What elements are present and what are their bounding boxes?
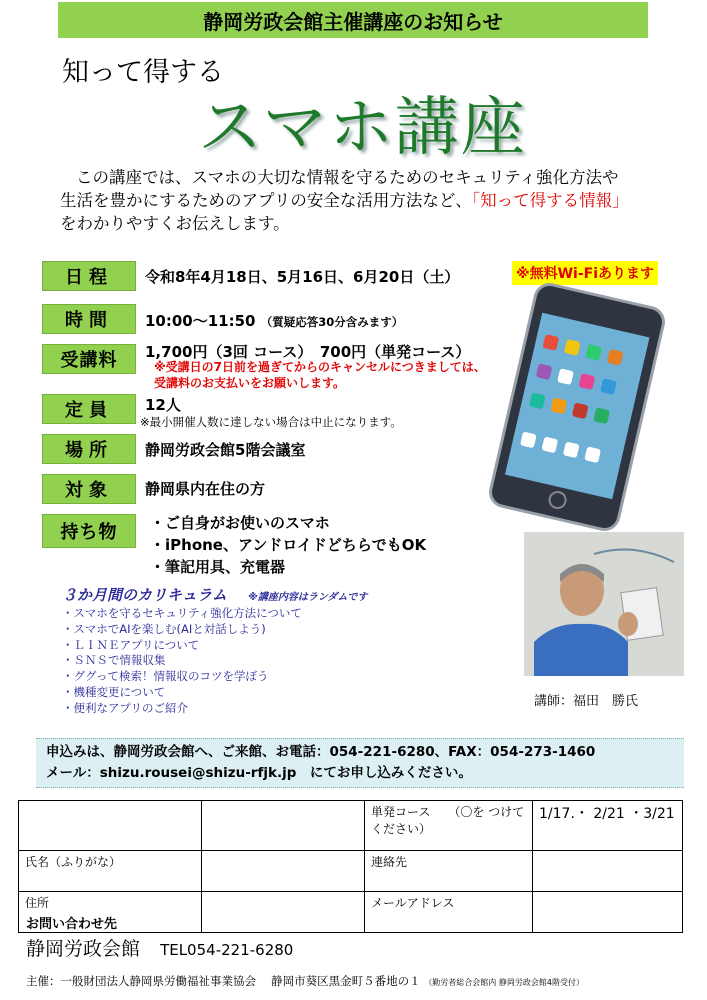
single-course-label: 単発コース （〇を つけてください） <box>365 801 533 851</box>
name-field[interactable] <box>202 851 365 892</box>
app-icon <box>542 334 559 351</box>
fee-value: 1,700円（3回 コース） 700円（単発コース） <box>145 343 471 361</box>
curriculum-item: ・スマホでAIを楽しむ(AIと対話しよう) <box>62 621 266 636</box>
place-value: 静岡労政会館5階会議室 <box>145 441 306 459</box>
intro-line-2: 生活を豊かにするためのアプリの安全な活用方法など、 <box>60 191 472 210</box>
app-icon <box>564 339 581 356</box>
instructor-figure <box>524 532 684 676</box>
apply-line-1: 申込みは、静岡労政会館へ、ご来館、お電話：054-221-6280、FAX：054-273-1460 <box>46 744 596 760</box>
contact-label: 連絡先 <box>365 851 533 892</box>
app-icon <box>600 378 617 395</box>
footer <box>26 973 584 989</box>
contact-heading: お問い合わせ先 <box>26 917 118 932</box>
target-value: 静岡県内在住の方 <box>145 480 266 498</box>
footer-small: （勤労者総合会館内 静岡労政会館4階受付） <box>424 978 584 987</box>
items-list <box>150 512 426 578</box>
fee-label: 受講料 <box>42 344 136 374</box>
app-icon <box>585 344 602 361</box>
header-banner <box>58 2 648 38</box>
intro-line-1: この講座では、スマホの大切な情報を守るためのセキュリティ強化方法や <box>76 168 619 187</box>
curriculum-note: ※講座内容はランダムです <box>248 592 368 603</box>
items-item: ・iPhone、アンドロイドどちらでもOK <box>150 536 427 554</box>
curriculum-item: ・ＳＮＳで情報収集 <box>62 653 166 668</box>
app-icon <box>607 349 624 366</box>
curriculum-title <box>62 584 367 605</box>
contact-name: 静岡労政会館 <box>26 938 141 960</box>
contact-tel: TEL054-221-6280 <box>160 941 294 959</box>
form-blank-cell[interactable] <box>19 801 202 851</box>
app-icon <box>563 441 580 458</box>
curriculum-item: ・ＬＩＮＥアプリについて <box>62 637 200 652</box>
items-item: ・ご自身がお使いのスマホ <box>150 514 330 532</box>
intro-text <box>60 166 680 235</box>
place-label: 場所 <box>42 434 136 464</box>
fee-note-2: 受講料のお支払いをお願いします。 <box>154 376 346 390</box>
schedule-label: 日程 <box>42 261 136 291</box>
app-icon <box>579 373 596 390</box>
hero-title: スマホ講座 <box>198 91 527 165</box>
phone-screen <box>505 313 650 499</box>
form-blank-cell[interactable] <box>202 801 365 851</box>
address-label: 住所 <box>19 892 202 933</box>
app-icon <box>572 402 589 419</box>
contact-field[interactable] <box>533 851 683 892</box>
phone-home-button <box>547 489 569 511</box>
time-value: 10:00〜11:50 <box>145 312 256 330</box>
fee-note <box>154 359 486 391</box>
email-field[interactable] <box>533 892 683 933</box>
time-row <box>145 310 403 331</box>
app-icon <box>520 432 537 449</box>
email-label: メールアドレス <box>365 892 533 933</box>
intro-highlight: 「知って得する情報」 <box>471 191 629 210</box>
application-form <box>18 800 683 933</box>
course-dates[interactable]: 1/17.・ 2/21 ・3/21 <box>533 801 683 851</box>
apply-line-2: メール：shizu.rousei@shizu-rfjk.jp にてお申し込みください。 <box>46 765 472 781</box>
instructor-photo <box>524 532 684 676</box>
capacity-note: ※最小開催人数に達しない場合は中止になります。 <box>140 415 402 429</box>
app-icon <box>529 393 546 410</box>
curriculum-list <box>62 606 302 717</box>
app-icon <box>557 368 574 385</box>
items-label: 持ち物 <box>42 514 136 548</box>
app-icon <box>550 397 567 414</box>
items-item: ・筆記用具、充電器 <box>150 558 286 576</box>
time-note: （質疑応答30分含みます） <box>260 315 404 329</box>
fee-note-1: ※受講日の7日前を過ぎてからのキャンセルにつきましては、 <box>154 360 486 374</box>
address-field[interactable] <box>202 892 365 933</box>
time-label: 時間 <box>42 304 136 334</box>
schedule-value: 令和8年4月18日、5月16日、6月20日（土） <box>145 268 460 286</box>
capacity-label: 定員 <box>42 394 136 424</box>
app-icon <box>584 446 601 463</box>
hero-subtitle: 知って得する <box>62 57 224 88</box>
app-icon <box>541 436 558 453</box>
header-title: 静岡労政会館主催講座のお知らせ <box>203 9 503 34</box>
target-label: 対象 <box>42 474 136 504</box>
application-box <box>36 738 684 788</box>
curriculum-item: ・機種変更について <box>62 684 166 699</box>
name-label: 氏名（ふりがな） <box>19 851 202 892</box>
capacity-value: 12人 <box>145 396 181 414</box>
curriculum-heading: ３か月間のカリキュラム <box>62 586 227 604</box>
curriculum-item: ・スマホを守るセキュリティ強化方法について <box>62 606 302 620</box>
intro-line-3: をわかりやすくお伝えします。 <box>60 214 290 233</box>
app-icon <box>593 407 610 424</box>
contact-block <box>26 934 293 961</box>
wifi-note: ※無料Wi-Fiあります <box>512 261 658 285</box>
instructor-caption: 講師：福田 勝氏 <box>534 694 639 709</box>
footer-main: 主催：一般財団法人静岡県労働福祉事業協会 静岡市葵区黒金町５番地の１ <box>26 974 421 988</box>
curriculum-item: ・便利なアプリのご紹介 <box>62 700 189 715</box>
app-icon <box>536 363 553 380</box>
curriculum-item: ・ググって検索！情報収のコツを学ぼう <box>62 669 269 684</box>
smartphone-illustration <box>486 280 668 534</box>
